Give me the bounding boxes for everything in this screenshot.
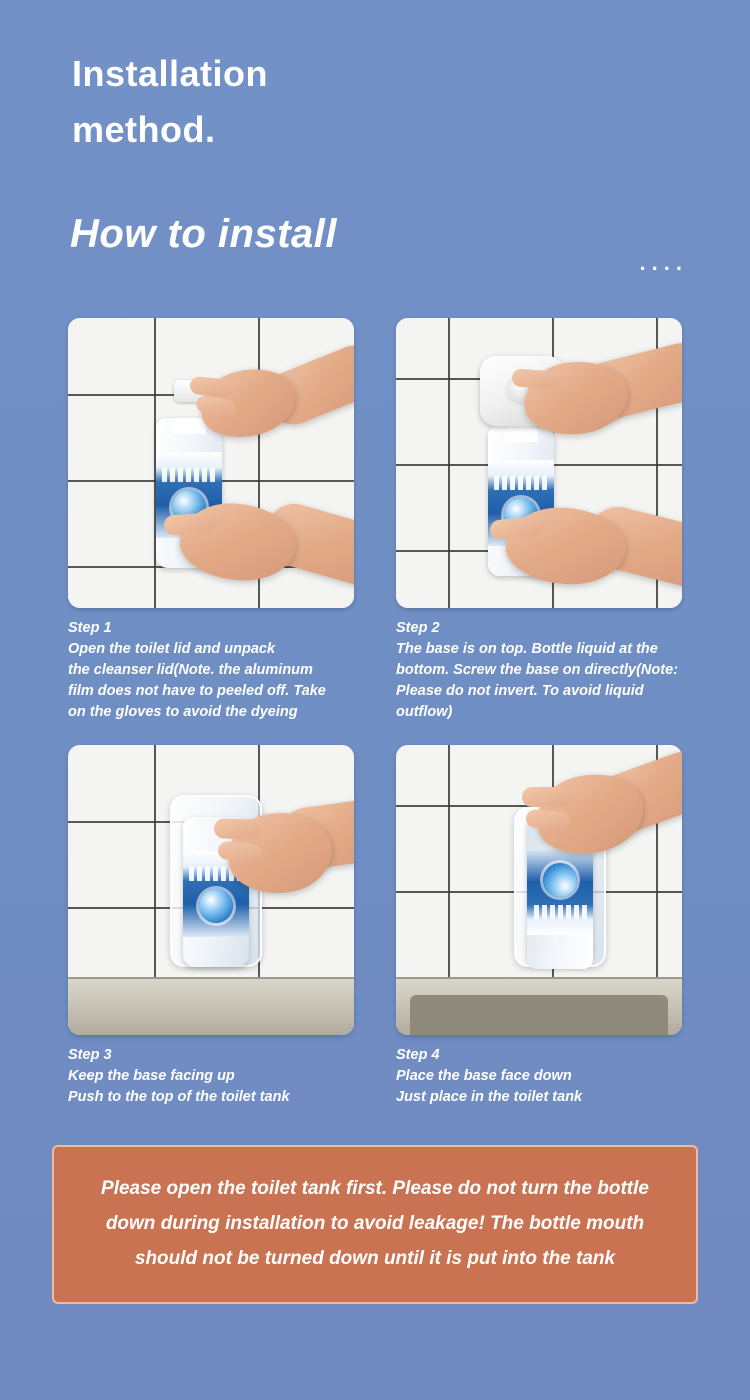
step-card-4 [396, 745, 682, 1108]
step-3-title: Step 3 [68, 1047, 112, 1064]
title-line-1: Installation [72, 53, 269, 94]
hand-upper-finger [511, 368, 560, 389]
page-subtitle: How to install [70, 212, 337, 256]
hand-index-finger [214, 818, 263, 840]
step-3-photo [68, 745, 354, 1035]
step-4-line-1: Place the base face down [396, 1068, 572, 1085]
toilet-tank-edge [68, 977, 354, 1035]
step-2-line-2: bottom. Screw the base on directly(Note: [396, 662, 678, 679]
step-2-line-3: Please do not invert. To avoid liquid outflow) [396, 683, 644, 721]
page-title [72, 46, 672, 158]
title-line-2: method. [72, 108, 216, 150]
bottle-neck [504, 426, 538, 442]
steps-grid [68, 318, 682, 1108]
bottle-label [527, 849, 593, 935]
step-2-title: Step 2 [396, 620, 440, 636]
step-1-line-3: film does not have to peeled off. Take [68, 683, 326, 700]
decorative-dots: .... [639, 250, 688, 275]
bottle-label-text [494, 476, 548, 490]
bottle-label-text [162, 468, 216, 482]
hand-lower-finger [163, 512, 216, 536]
step-card-1 [68, 318, 354, 723]
step-1-line-1: Open the toilet lid and unpack [68, 641, 276, 658]
step-1-line-2: the cleanser lid(Note. the aluminum [68, 662, 313, 679]
step-card-2 [396, 318, 682, 723]
step-4-photo [396, 745, 682, 1035]
step-1-photo [68, 318, 354, 608]
step-4-line-2: Just place in the toilet tank [396, 1089, 583, 1106]
step-4-caption [396, 1045, 682, 1108]
step-2-photo [396, 318, 682, 608]
step-3-line-2: Push to the top of the toilet tank [68, 1089, 290, 1106]
step-1-line-4: on the gloves to avoid the dyeing [68, 704, 298, 721]
step-1-title: Step 1 [68, 620, 112, 636]
hand-index-finger [522, 787, 572, 807]
notice-line-2: down during installation to avoid leakage! The bottle mouth [105, 1213, 645, 1235]
toilet-tank-opening [396, 977, 682, 1035]
step-1-caption [68, 618, 354, 723]
step-2-line-1: The base is on top. Bottle liquid at the [396, 641, 658, 658]
step-4-title: Step 4 [396, 1047, 440, 1064]
step-2-caption [396, 618, 682, 723]
bottle-neck [172, 418, 206, 434]
bottle-label-text [533, 905, 587, 919]
step-3-line-1: Keep the base facing up [68, 1068, 235, 1085]
step-card-3 [68, 745, 354, 1108]
step-3-caption [68, 1045, 354, 1108]
notice-line-3: should not be turned down until it is put into the tank [134, 1248, 616, 1270]
warning-notice [52, 1145, 698, 1304]
notice-line-1: Please open the toilet tank first. Please do not turn the bottle [101, 1178, 649, 1199]
